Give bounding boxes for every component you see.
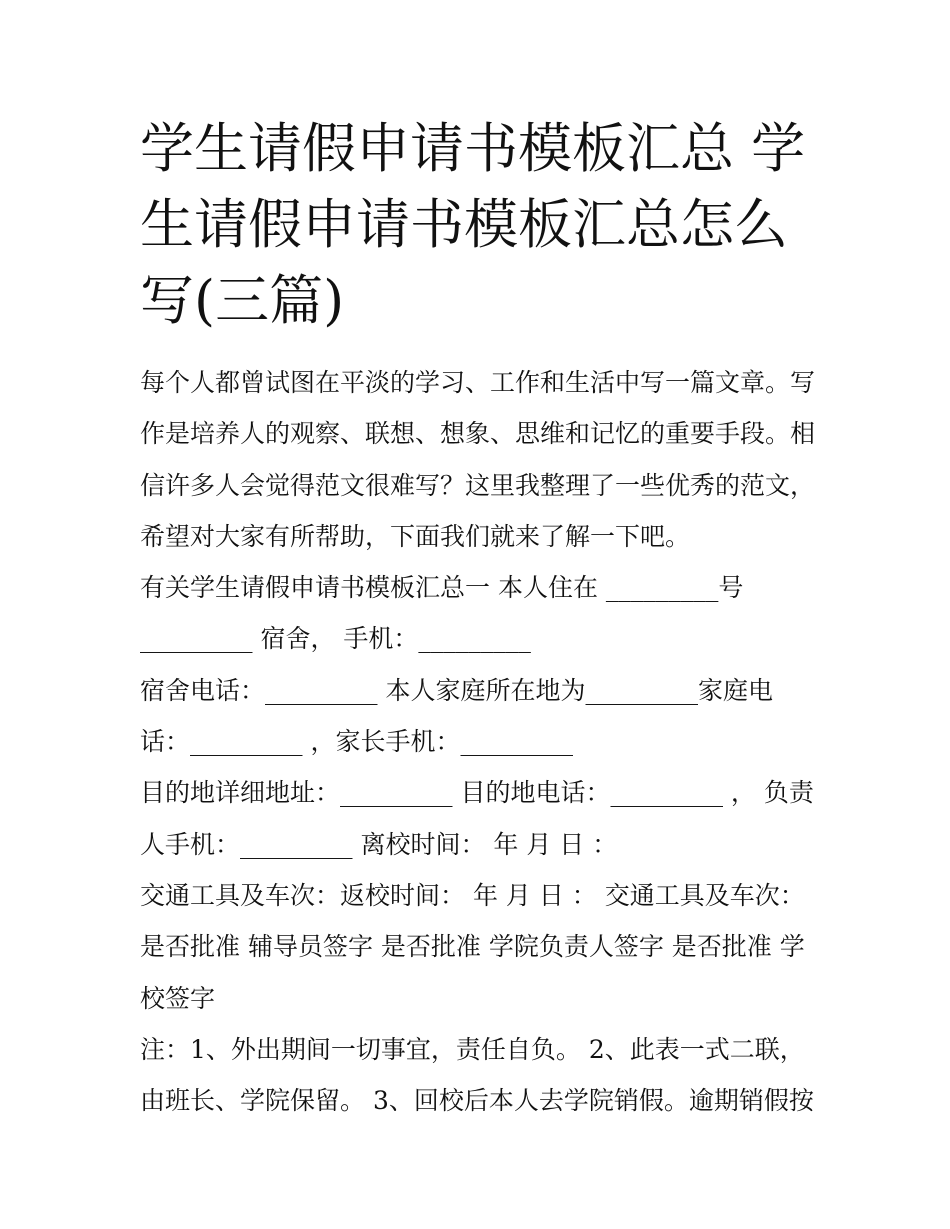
- body-line-6: _________ 宿舍， 手机：_________: [140, 624, 531, 654]
- document-title: 学生请假申请书模板汇总 学生请假申请书模板汇总怎么写(三篇): [140, 117, 806, 332]
- body-line-1: 每个人都曾试图在平淡的学习、工作和生活中写一篇文章。写: [140, 368, 816, 397]
- body-line-15: 由班长、学院保留。 3、回校后本人去学院销假。逾期销假按: [140, 1086, 814, 1116]
- body-line-5: 有关学生请假申请书模板汇总一 本人住在 _________号: [140, 573, 744, 603]
- body-line-14: 注：1、外出期间一切事宜，责任自负。 2、此表一式二联，: [140, 1034, 805, 1064]
- body-line-9: 目的地详细地址：_________ 目的地电话：_________ ， 负责: [140, 778, 814, 808]
- body-line-7: 宿舍电话：_________ 本人家庭所在地为_________家庭电: [140, 675, 773, 705]
- body-line-10: 人手机：_________ 离校时间： 年 月 日 ：: [140, 829, 618, 859]
- body-line-12: 是否批准 辅导员签字 是否批准 学院负责人签字 是否批准 学: [140, 932, 805, 962]
- body-line-11: 交通工具及车次：返校时间： 年 月 日 ： 交通工具及车次：: [140, 880, 805, 910]
- body-line-8: 话：_________ ，家长手机：_________: [140, 727, 573, 757]
- body-line-3: 信许多人会觉得范文很难写？这里我整理了一些优秀的范文，: [140, 470, 816, 500]
- body-line-2: 作是培养人的观察、联想、想象、思维和记忆的重要手段。相: [140, 419, 816, 449]
- document-body: [140, 357, 815, 1126]
- body-line-13: 校签字: [140, 983, 216, 1013]
- body-line-4: 希望对大家有所帮助，下面我们就来了解一下吧。: [140, 521, 691, 551]
